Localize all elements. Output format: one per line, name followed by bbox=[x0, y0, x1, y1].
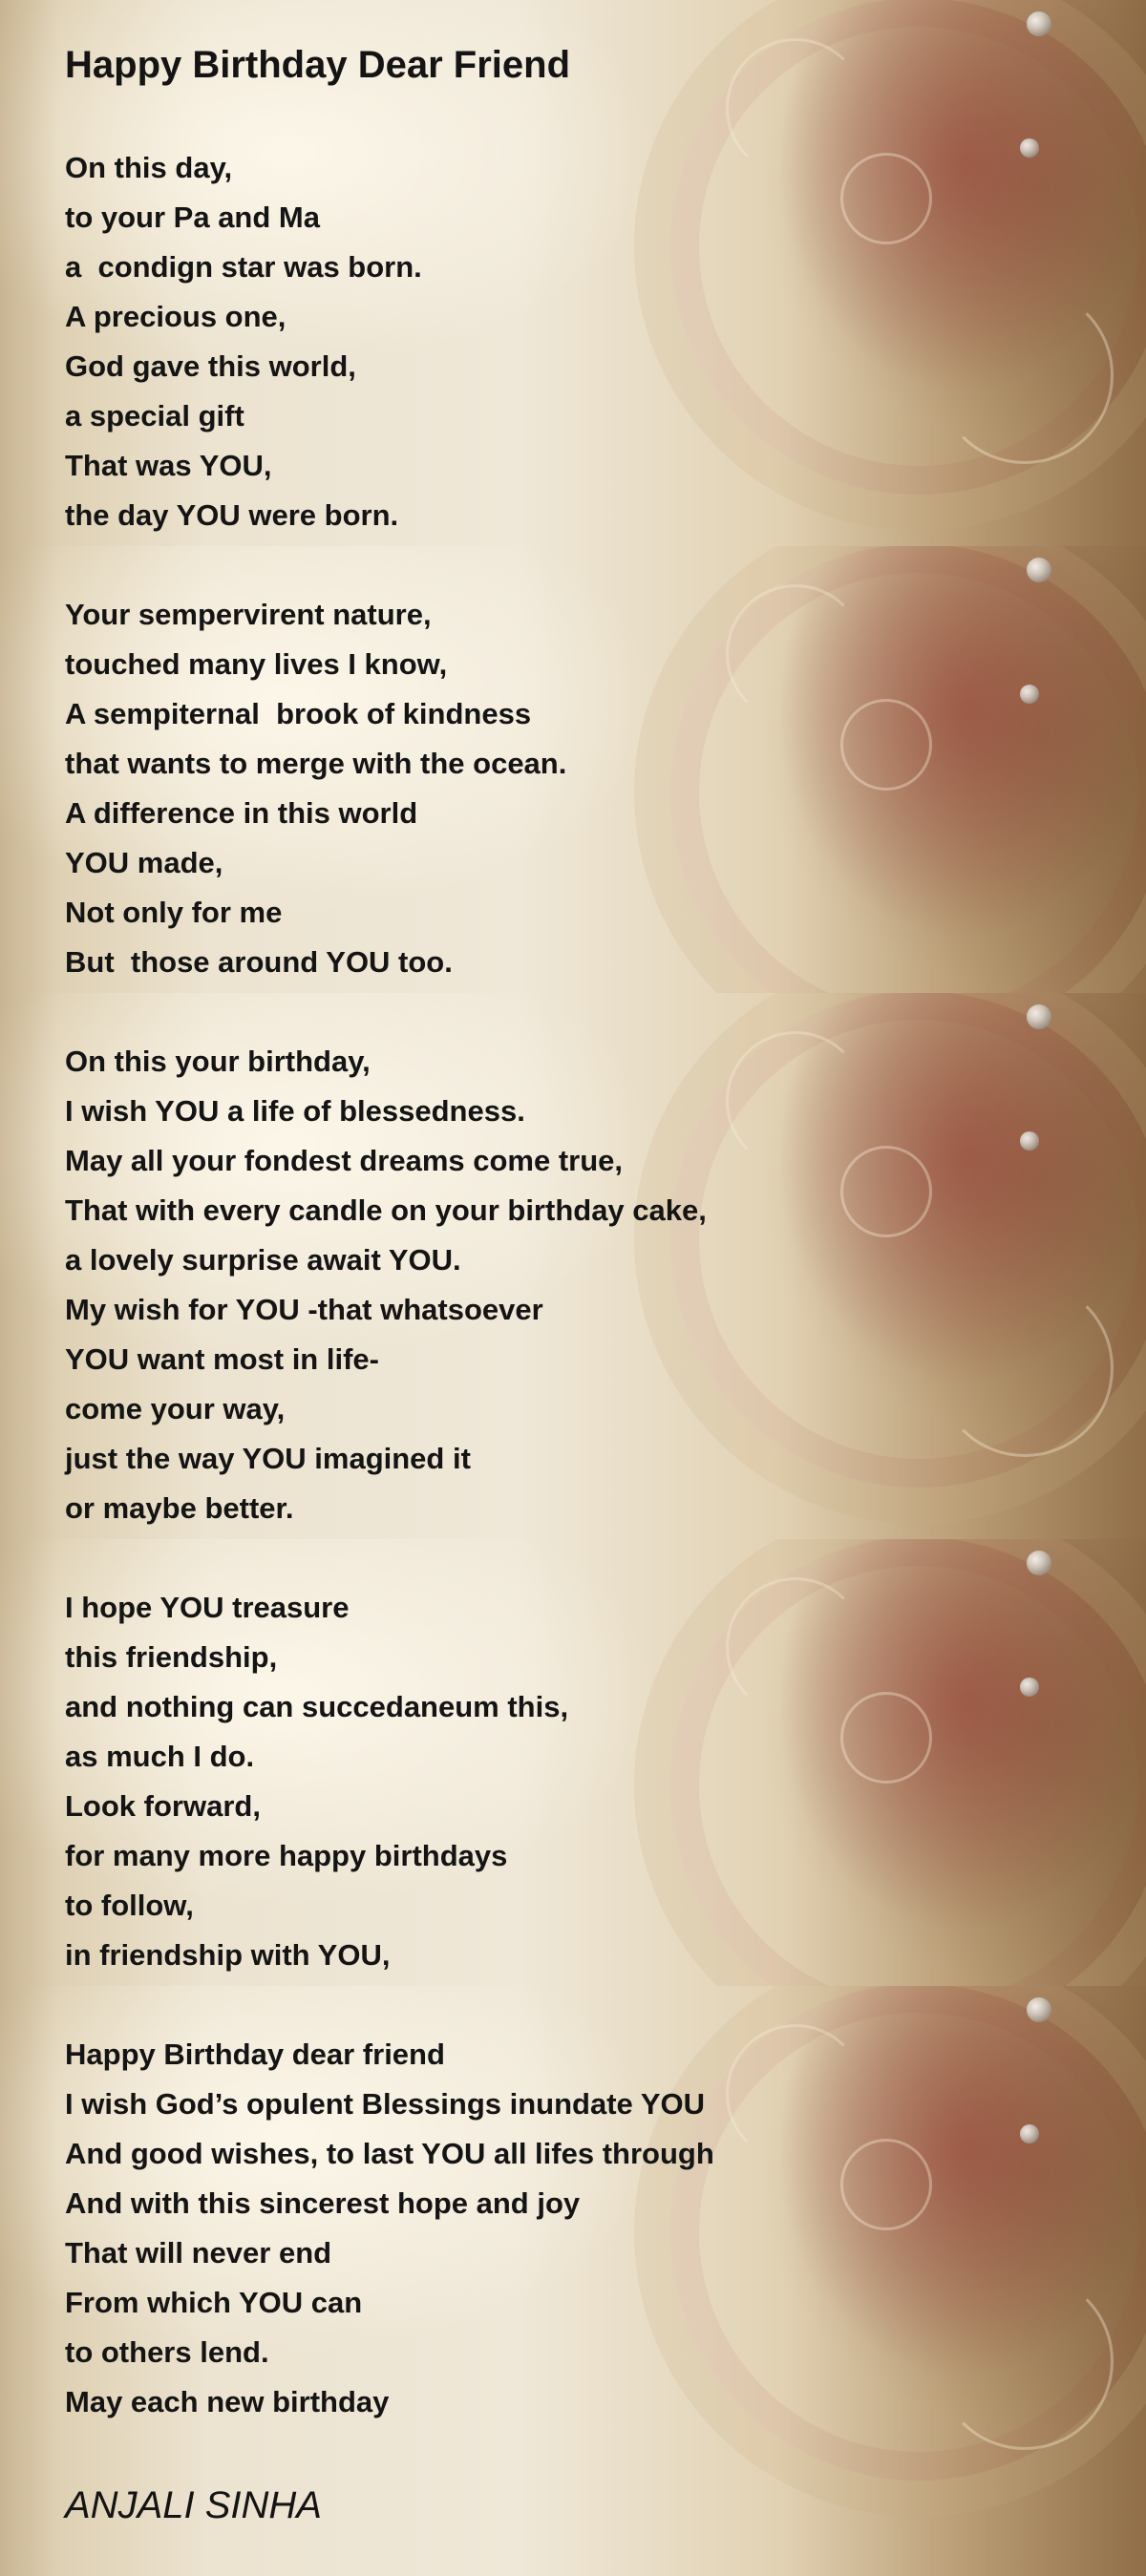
poem-title: Happy Birthday Dear Friend bbox=[65, 44, 571, 86]
poem-line: touched many lives I know, bbox=[65, 647, 448, 681]
pearl-ornament bbox=[1020, 2124, 1039, 2143]
stanza-panel-1 bbox=[0, 0, 1146, 546]
stanza-2 bbox=[65, 590, 566, 987]
poem-line: My wish for YOU -that whatsoever bbox=[65, 1293, 543, 1326]
poem-line: Happy Birthday dear friend bbox=[65, 2038, 445, 2071]
decorative-swirl bbox=[840, 1692, 932, 1784]
poem-author: ANJALI SINHA bbox=[65, 2484, 322, 2526]
poem-line: in friendship with YOU, bbox=[65, 1938, 391, 1972]
poem-line: A sempiternal brook of kindness bbox=[65, 697, 532, 730]
pearl-ornament bbox=[1027, 1004, 1051, 1029]
poem-line: On this day, bbox=[65, 151, 233, 184]
poem-line: God gave this world, bbox=[65, 349, 356, 383]
pearl-ornament bbox=[1020, 1131, 1039, 1151]
poem-line: as much I do. bbox=[65, 1740, 255, 1773]
poem-line: On this your birthday, bbox=[65, 1045, 371, 1078]
poem-line: And with this sincerest hope and joy bbox=[65, 2186, 581, 2220]
poem-line: That will never end bbox=[65, 2236, 332, 2270]
decorative-swirl bbox=[726, 1031, 865, 1171]
pearl-ornament bbox=[1027, 1997, 1051, 2022]
poem-line: the day YOU were born. bbox=[65, 498, 399, 532]
decorative-swirl bbox=[840, 2139, 932, 2230]
poem-line: May all your fondest dreams come true, bbox=[65, 1144, 624, 1177]
decorative-swirl bbox=[726, 38, 865, 178]
poem-line: Your sempervirent nature, bbox=[65, 598, 432, 631]
pearl-ornament bbox=[1020, 685, 1039, 704]
poem-line: and nothing can succedaneum this, bbox=[65, 1690, 569, 1723]
poem-line: I wish YOU a life of blessedness. bbox=[65, 1094, 525, 1128]
poem-line: YOU want most in life- bbox=[65, 1342, 379, 1376]
decorative-swirl bbox=[726, 584, 865, 724]
poem-line: a special gift bbox=[65, 399, 244, 433]
poem-line: That was YOU, bbox=[65, 449, 272, 482]
decorative-swirl bbox=[840, 153, 932, 244]
poem-line: From which YOU can bbox=[65, 2286, 363, 2319]
poem-line: for many more happy birthdays bbox=[65, 1839, 508, 1872]
poem-line: to your Pa and Ma bbox=[65, 201, 320, 234]
decorative-swirl bbox=[936, 286, 1114, 464]
pearl-ornament bbox=[1027, 558, 1051, 582]
poem-line: this friendship, bbox=[65, 1640, 278, 1674]
decorative-swirl bbox=[840, 1146, 932, 1237]
poem-line: I hope YOU treasure bbox=[65, 1591, 350, 1624]
stanza-3 bbox=[65, 1037, 707, 1533]
poem-line: YOU made, bbox=[65, 846, 223, 879]
pearl-ornament bbox=[1020, 1678, 1039, 1697]
pearl-ornament bbox=[1020, 138, 1039, 158]
poem-line: that wants to merge with the ocean. bbox=[65, 747, 567, 780]
poem-line: A difference in this world bbox=[65, 796, 418, 830]
poem-line: to others lend. bbox=[65, 2335, 269, 2369]
poem-line: just the way YOU imagined it bbox=[65, 1442, 471, 1475]
stanza-4 bbox=[65, 1583, 568, 1980]
poem-line: I wish God’s opulent Blessings inundate YOU bbox=[65, 2087, 706, 2121]
stanza-panel-4 bbox=[0, 1539, 1146, 1986]
stanza-panel-2 bbox=[0, 546, 1146, 993]
poem-line: or maybe better. bbox=[65, 1491, 294, 1525]
poem-line: But those around YOU too. bbox=[65, 945, 453, 979]
stanza-1 bbox=[65, 143, 422, 540]
poem-line: A precious one, bbox=[65, 300, 286, 333]
decorative-swirl bbox=[726, 1577, 865, 1717]
decorative-swirl bbox=[840, 699, 932, 791]
decorative-swirl bbox=[726, 2024, 865, 2164]
poem-line: May each new birthday bbox=[65, 2385, 390, 2418]
pearl-ornament bbox=[1027, 11, 1051, 36]
stanza-5 bbox=[65, 2030, 714, 2427]
poem-line: And good wishes, to last YOU all lifes through bbox=[65, 2137, 714, 2170]
decorative-swirl bbox=[936, 2272, 1114, 2450]
poem-line: That with every candle on your birthday cake, bbox=[65, 1193, 707, 1227]
poem-line: Not only for me bbox=[65, 896, 283, 929]
poem-line: Look forward, bbox=[65, 1789, 261, 1823]
decorative-swirl bbox=[936, 1279, 1114, 1457]
stanza-panel-3 bbox=[0, 993, 1146, 1539]
pearl-ornament bbox=[1027, 1551, 1051, 1575]
poem-line: to follow, bbox=[65, 1889, 194, 1922]
poem-line: a lovely surprise await YOU. bbox=[65, 1243, 461, 1277]
stanza-panel-5 bbox=[0, 1986, 1146, 2576]
poem-line: a condign star was born. bbox=[65, 250, 422, 284]
poem-line: come your way, bbox=[65, 1392, 286, 1425]
